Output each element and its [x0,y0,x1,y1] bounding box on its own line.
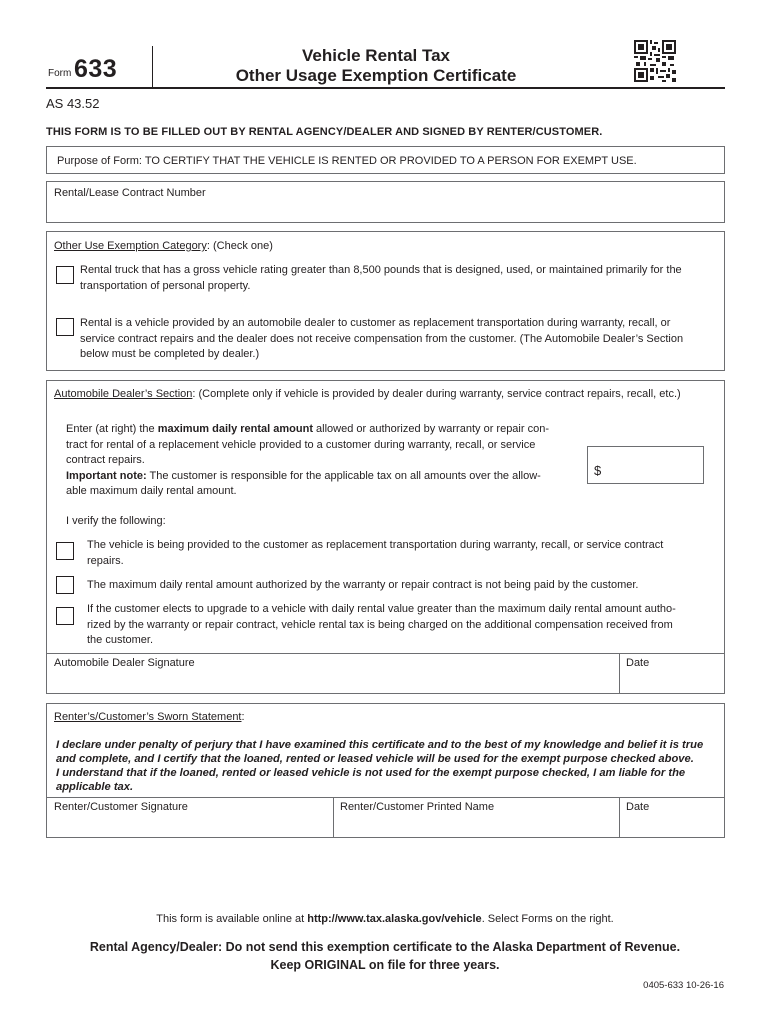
verify-upgrade-checkbox[interactable] [56,607,74,625]
verify-replacement-text: The vehicle is being provided to the customer as replacement transportation during warranty, recall, or service contract repairs. [87,539,664,567]
dealer-signature-row [47,653,724,694]
keep-original-notice: Keep ORIGINAL on file for three years. [270,958,500,972]
dealer-vehicle-option-text: Rental is a vehicle provided by an automobile dealer to customer as replacement transportation during warranty, recall, or service contract repairs and the dealer does not receive compensation from the customer. (The Automobile Dealer’s Section below must be completed by dealer.) [80,317,684,360]
verify-replacement-checkbox[interactable] [56,542,74,560]
form-title: Vehicle Rental Tax [301,46,451,65]
form-revision-code: 0405-633 10-26-16 [643,980,724,991]
qr-code-icon [634,40,676,82]
sworn-statement-section [46,703,725,838]
renter-signature-field[interactable] [54,801,332,837]
contract-number-label: Rental/Lease Contract Number [54,187,206,199]
verify-label: I verify the following: [66,515,166,527]
tax-website-link[interactable]: http://www.tax.alaska.gov/vehicle [307,913,482,925]
exemption-category-section [46,231,725,371]
dealer-date-field[interactable] [626,657,721,693]
renter-date-label: Date [626,801,650,813]
rental-truck-checkbox[interactable] [56,266,74,284]
do-not-send-notice: Rental Agency/Dealer: Do not send this exemption certificate to the Alaska Department of Revenue. [89,940,681,954]
form-subtitle: Other Usage Exemption Certificate [235,66,517,85]
form-number: 633 [74,55,118,83]
currency-symbol: $ [594,463,602,478]
renter-date-field[interactable] [626,801,721,837]
purpose-text: Purpose of Form: TO CERTIFY THAT THE VEHICLE IS RENTED OR PROVIDED TO A PERSON FOR EXEMPT USE. [57,155,637,167]
renter-printed-name-field[interactable] [340,801,618,837]
online-availability-note: This form is available online at http://www.tax.alaska.gov/vehicle. Select Forms on the right. [156,913,614,925]
sworn-heading: Renter’s/Customer’s Sworn Statement: [54,711,245,723]
dealer-date-label: Date [626,657,650,669]
max-daily-amount-input[interactable] [587,446,704,484]
header-rule [46,87,725,89]
dealer-signature-divider [619,654,620,694]
renter-date-divider [619,798,620,838]
form-label: Form [48,68,72,79]
verify-not-paid-text: The maximum daily rental amount authorized by the warranty or repair contract is not being paid by the customer. [87,579,639,591]
verify-not-paid-checkbox[interactable] [56,576,74,594]
verify-upgrade-text: If the customer elects to upgrade to a vehicle with daily rental value greater than the maximum daily rental amount autho- rized by the warranty or repair contract, vehicle rental tax is being charged on the additional compensation received from the customer. [87,603,676,646]
renter-signature-row [47,797,724,838]
dealer-section [46,380,725,694]
dealer-signature-field[interactable] [54,657,619,693]
header-divider [152,46,153,88]
dealer-vehicle-checkbox[interactable] [56,318,74,336]
max-daily-amount-instructions: Enter (at right) the maximum daily rental amount allowed or authorized by warranty or repair con- tract for rental of a replacement vehicle provided to a customer during warranty, recall, or service contract repairs. Important note: The customer is responsible for the applicable tax on all amounts over the allow- able maximum daily rental amount. [66,423,549,497]
purpose-box [46,146,725,174]
contract-number-field[interactable] [46,181,725,223]
exemption-heading: Other Use Exemption Category: (Check one) [54,240,273,252]
statute-reference: AS 43.52 [46,96,100,111]
renter-signature-label: Renter/Customer Signature [54,801,188,813]
renter-signature-divider [333,798,334,838]
dealer-signature-label: Automobile Dealer Signature [54,657,195,669]
sworn-declaration: I declare under penalty of perjury that I have examined this certificate and to the best of my knowledge and belief it is true and complete, and I certify that the loaned, rented or leased vehicle will be used for the exempt purpose checked above. I understand that if the loaned, rented or leased vehicle is not used for the exempt purpose checked, I am liable for the applicable tax. [56,739,704,793]
rental-truck-option-text: Rental truck that has a gross vehicle rating greater than 8,500 pounds that is designed, used, or maintained primarily for the transportation of personal property. [80,264,682,292]
dealer-heading: Automobile Dealer’s Section: (Complete only if vehicle is provided by dealer during warranty, service contract repairs, recall, etc.) [54,388,681,400]
renter-printed-name-label: Renter/Customer Printed Name [340,801,495,813]
form-instruction: THIS FORM IS TO BE FILLED OUT BY RENTAL AGENCY/DEALER AND SIGNED BY RENTER/CUSTOMER. [46,126,603,138]
